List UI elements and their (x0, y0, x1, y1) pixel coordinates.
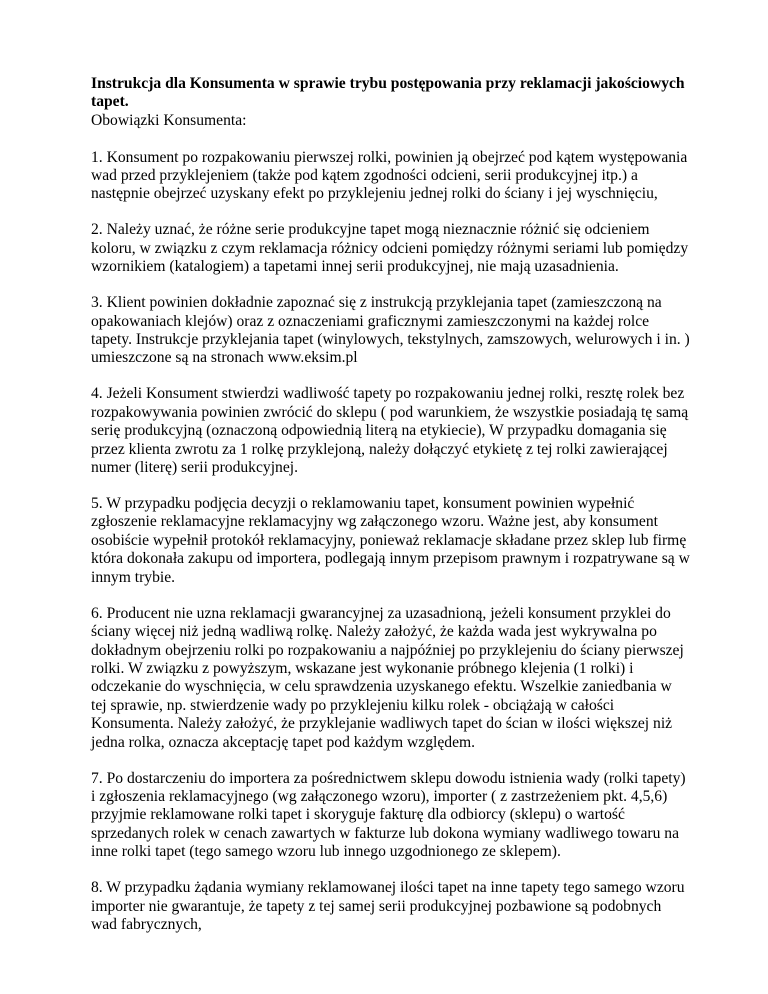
paragraph-5: 5. W przypadku podjęcia decyzji o reklamowaniu tapet, konsument powinien wypełnić zgłoszenie reklamacyjne reklamacyjny wg załączonego wzoru. Ważne jest, aby konsument osobiście wypełnił protokół reklamacyjny, ponieważ reklamacje składane przez sklep lub firmę która dokonała zakupu od importera, podlegają innym przepisom prawnym i rozpatrywane są w innym trybie. (91, 495, 690, 586)
document-title: Instrukcja dla Konsumenta w sprawie trybu postępowania przy reklamacji jakościowych tapet. (91, 75, 685, 111)
paragraph-3: 3. Klient powinien dokładnie zapoznać się z instrukcją przyklejania tapet (zamieszczoną na opakowaniach klejów) oraz z oznaczeniami graficznymi zamieszczonymi na każdej rolce tapety. Instrukcje przyklejania tapet (winylowych, tekstylnych, zamszowych, welurowych i in. ) umieszczone są na stronach www.eksim.pl (91, 294, 690, 367)
section-heading: Obowiązki Konsumenta: (91, 111, 247, 129)
paragraph-7: 7. Po dostarczeniu do importera za pośrednictwem sklepu dowodu istnienia wady (rolki tapety) i zgłoszenia reklamacyjnego (wg załączonego wzoru), importer ( z zastrzeżeniem pkt. 4,5,6) przyjmie reklamowane rolki tapet i skoryguje fakturę dla odbiorcy (sklepu) o wartość sprzedanych rolek w cenach zawartych w fakturze lub dokona wymiany wadliwego towaru na inne rolki tapet (tego samego wzoru lub innego uzgodnionego ze sklepem). (91, 769, 686, 861)
paragraph-1: 1. Konsument po rozpakowaniu pierwszej rolki, powinien ją obejrzeć pod kątem występowania wad przed przyklejeniem (także pod kątem zgodności odcieni, serii produkcyjnej itp.) a następnie obejrzeć uzyskany efekt po przyklejeniu jednej rolki do ściany i jej wyschnięciu, (91, 148, 688, 203)
paragraph-4: 4. Jeżeli Konsument stwierdzi wadliwość tapety po rozpakowaniu jednej rolki, resztę rolek bez rozpakowywania powinien zwrócić do sklepu ( pod warunkiem, że wszystkie posiadają tę samą serię produkcyjną (oznaczoną odpowiednią literą na etykiecie), W przypadku domagania się przez klienta zwrotu za 1 rolkę przyklejoną, należy dołączyć etykietę z tej rolki zawierającej numer (literę) serii produkcyjnej. (91, 385, 689, 477)
paragraph-2: 2. Należy uznać, że różne serie produkcyjne tapet mogą nieznacznie różnić się odcieniem koloru, w związku z czym reklamacja różnicy odcieni pomiędzy różnymi seriami lub pomiędzy wzornikiem (katalogiem) a tapetami innej serii produkcyjnej, nie mają uzasadnienia. (91, 221, 689, 276)
paragraph-8: 8. W przypadku żądania wymiany reklamowanej ilości tapet na inne tapety tego samego wzoru importer nie gwarantuje, że tapety z tej samej serii produkcyjnej pozbawione są podobnych wad fabrycznych, (91, 879, 685, 933)
document-body (91, 75, 691, 952)
paragraph-6: 6. Producent nie uzna reklamacji gwarancyjnej za uzasadnioną, jeżeli konsument przyklei do ściany więcej niż jedną wadliwą rolkę. Należy założyć, że każda wada jest wykrywalna po dokładnym obejrzeniu rolki po rozpakowaniu a najpóźniej po przyklejeniu do ściany pierwszej rolki. W związku z powyższym, wskazane jest wykonanie próbnego klejenia (1 rolki) i odczekanie do wyschnięcia, w celu sprawdzenia uzyskanego efektu. Wszelkie zaniedbania w tej sprawie, np. stwierdzenie wady po przyklejeniu kilku rolek - obciążają w całości Konsumenta. Należy założyć, że przyklejanie wadliwych tapet do ścian w ilości większej niż jedna rolka, oznacza akceptację tapet pod każdym względem. (91, 604, 684, 751)
